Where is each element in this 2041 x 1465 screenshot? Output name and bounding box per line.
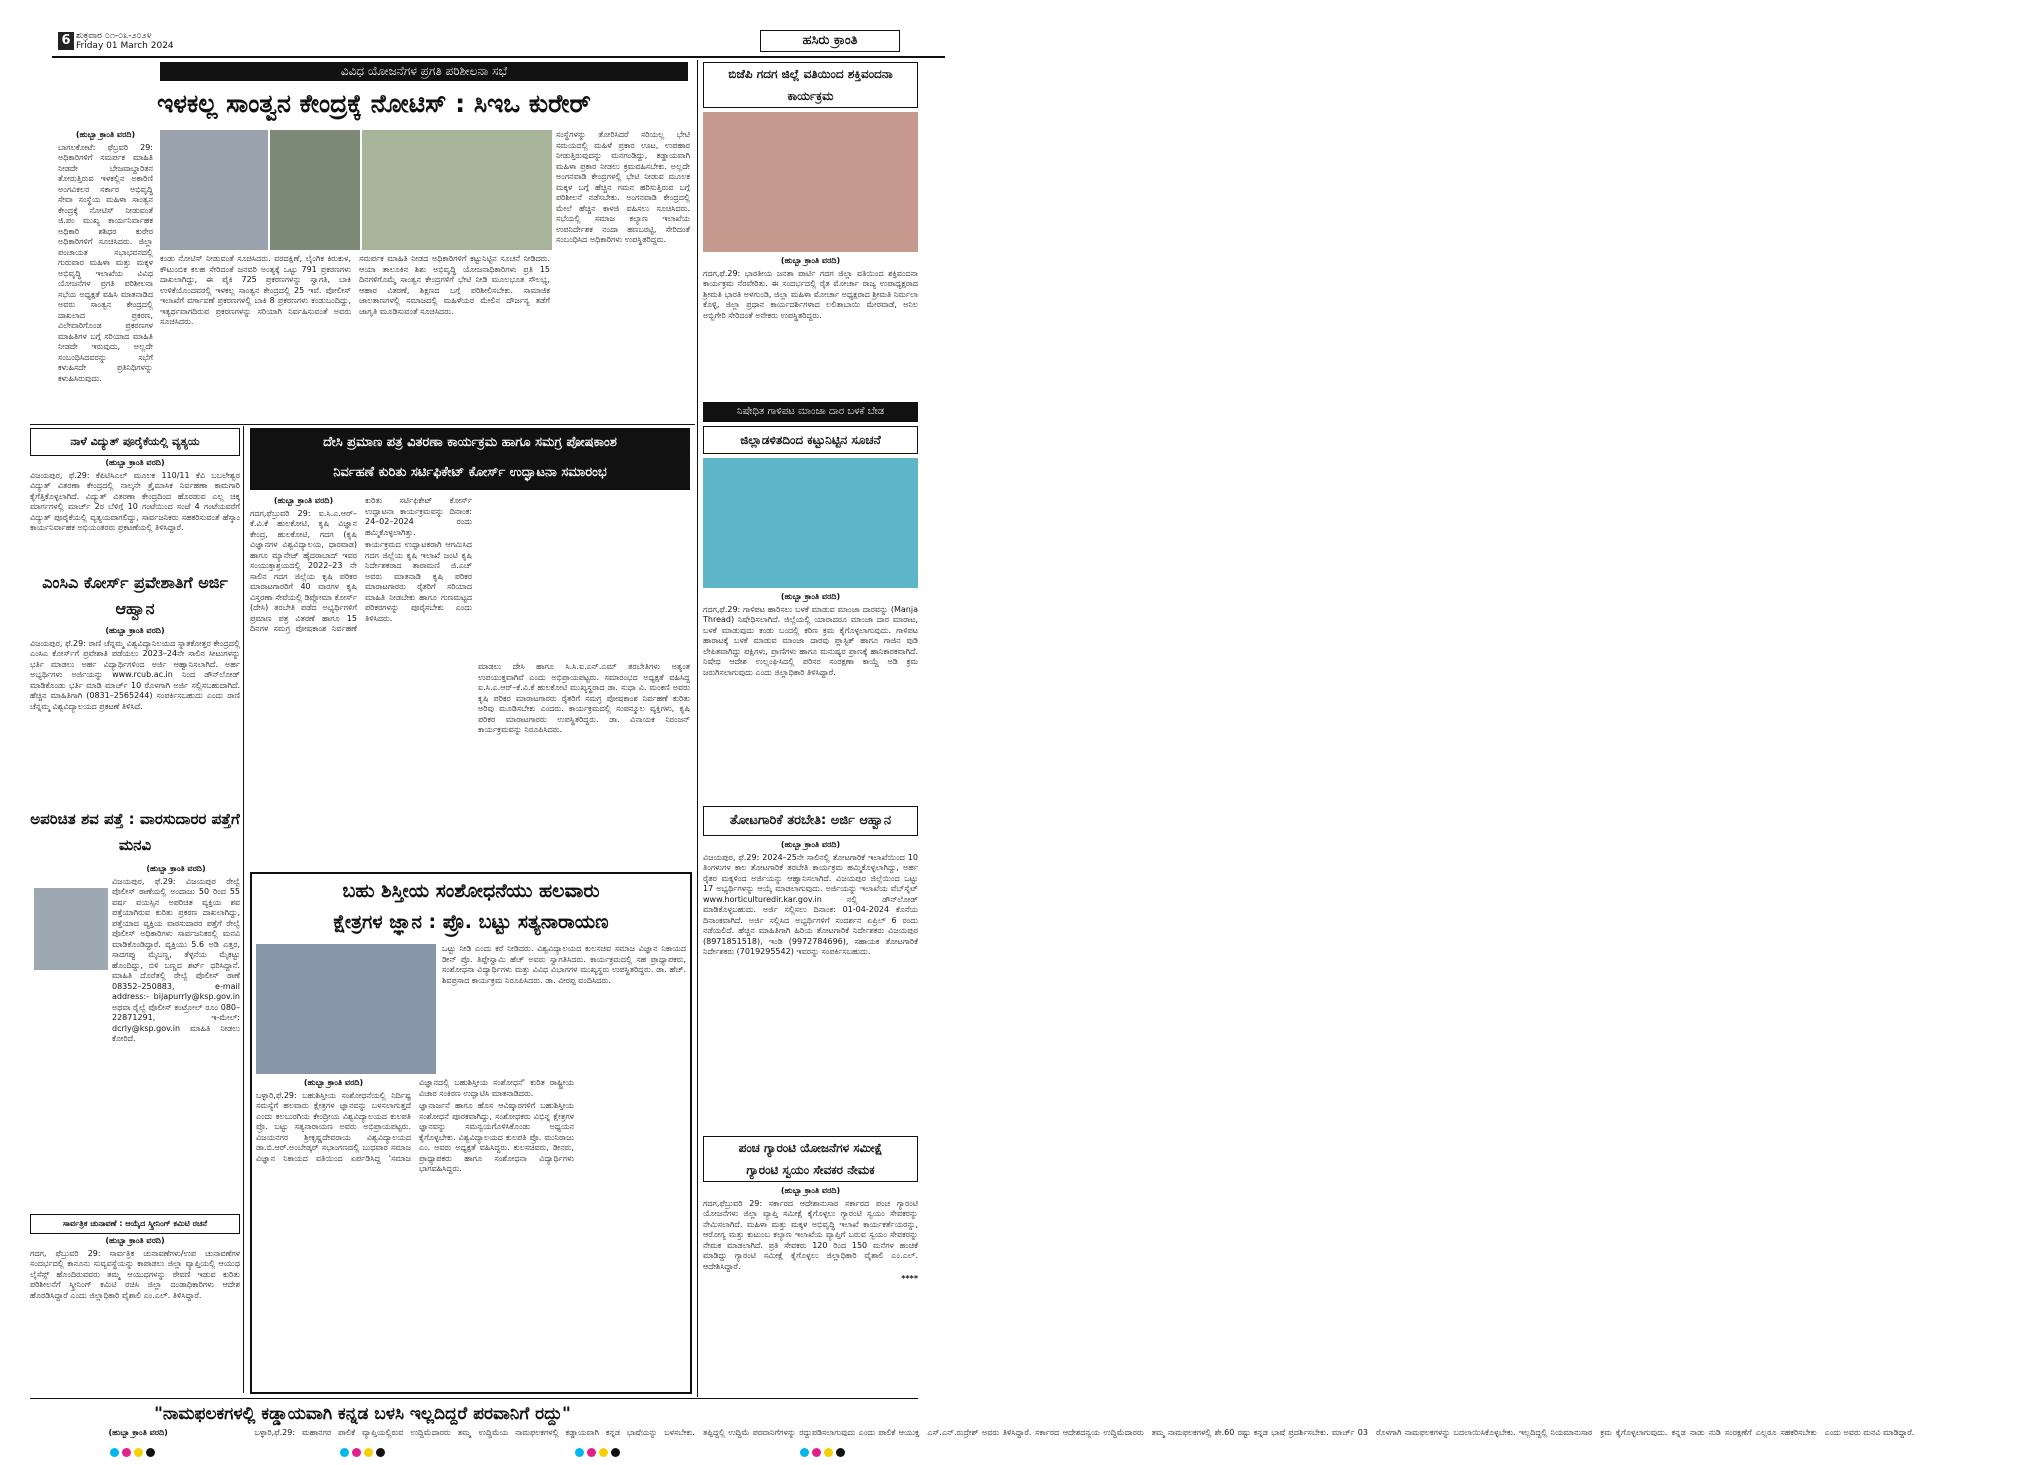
kannada-dateline: (ಹುಬ್ಬಾ ಕ್ರಾಂತಿ ವರದಿ) — [108, 1428, 168, 1437]
research-headline — [254, 876, 688, 938]
registration-marks-left — [110, 1448, 170, 1460]
registration-dot — [146, 1448, 155, 1457]
kannada-headline: "ನಾಮಫಲಕಗಳಲ್ಲಿ ಕಡ್ಡಾಯವಾಗಿ ಕನ್ನಡ ಬಳಸಿ ಇಲ್ಲದಿದ್ದರೆ ಪರವಾನಿಗೆ ರದ್ದು" — [154, 1404, 571, 1424]
lead-headline: ಇಳಕಲ್ಲ ಸಾಂತ್ವನ ಕೇಂದ್ರಕ್ಕೆ ನೋಟಿಸ್ : ಸಿಇಒ ಕುರೇರ್ — [157, 89, 591, 118]
power-text: ವಿಜಯಪುರ, ಫೆ.29: ಕೆಪಿಟಿಸಿಎಲ್ ಮೂಲಕ 110/11 ಕೆವಿ ಬಬಲೇಶ್ವರ ವಿದ್ಯುತ್ ವಿತರಣಾ ಕೇಂದ್ರದಲ್ಲಿ ನಾಲ್ಕನೇ ತ್ರೈಮಾಸಿಕ ನಿರ್ವಹಣಾ ಕಾಮಗಾರಿ ಕೈಗೆತ್ತಿಕೊಳ್ಳಲಾಗಿದೆ. ವಿದ್ಯುತ್ ವಿತರಣಾ ಕೇಂದ್ರದಿಂದ ಹೊರಡುವ ಎಲ್ಲ ಚಿಕ್ಕ ಮಾರ್ಗಗಳಲ್ಲಿ ಮಾರ್ಚ್ 2ರ ಬೆಳಿಗ್ಗೆ 10 ಗಂಟೆಯಿಂದ ಸಂಜೆ 4 ಗಂಟೆಯವರೆಗೆ ವಿದ್ಯುತ್ ಪೂರೈಕೆಯಲ್ಲಿ ವ್ಯತ್ಯಯವಾಗಲಿದ್ದು, ಸಾರ್ವಜನಿಕರು ಸಹಕರಿಸುವಂತೆ ಹೆಸ್ಕಾಂ ಕಾರ್ಯನಿರ್ವಾಹಕ ಅಭಿಯಂತರರು ಪ್ರಕಟಣೆಯಲ್ಲಿ ತಿಳಿಸಿದ್ದಾರೆ. — [30, 470, 240, 532]
power-article — [30, 458, 240, 566]
eval-dateline: (ಹುಬ್ಬಾ ಕ್ರಾಂತಿ ವರದಿ) — [105, 1236, 165, 1245]
research-text-b: ಜ್ಞಾನಾರ್ಜನೆ ಹಾಗೂ ಹೊಸ ಆವಿಷ್ಕಾರಗಳಿಗೆ ಬಹುಶಿಸ್ತೀಯ ಸಂಶೋಧನೆ ಪೂರಕವಾಗಿದ್ದು, ಸಂಶೋಧಕರು ವಿಭಿನ್ನ ಕ್ಷೇತ್ರಗಳ ಜ್ಞಾನವನ್ನು ಸಮನ್ವಯಗೊಳಿಸಿಕೊಂಡು ಅಧ್ಯಯನ ಕೈಗೊಳ್ಳಬೇಕು. ವಿಶ್ವವಿದ್ಯಾಲಯದ ಕುಲಪತಿ ಪ್ರೊ. ಮುನಿರಾಜು ಎಂ. ಅವರು ಅಧ್ಯಕ್ಷತೆ ವಹಿಸಿದ್ದರು. ಕುಲಸಚಿವರು, ಡೀನರು, ಪ್ರಾಧ್ಯಾಪಕರು ಹಾಗೂ ಸಂಶೋಧನಾ ವಿದ್ಯಾರ್ಥಿಗಳು ಭಾಗವಹಿಸಿದ್ದರು. — [419, 1101, 574, 1173]
bjp-article — [703, 256, 918, 396]
lead-photo-officials — [270, 130, 360, 250]
registration-dot — [134, 1448, 143, 1457]
mca-article — [30, 626, 240, 802]
registration-dot — [800, 1448, 809, 1457]
research-headline-line2: ಕ್ಷೇತ್ರಗಳ ಜ್ಞಾನ : ಪ್ರೊ. ಬಟ್ಟು ಸತ್ಯನಾರಾಯಣ — [333, 911, 609, 933]
guarantee-article — [703, 1186, 918, 1394]
column-rule-right — [697, 60, 698, 1397]
research-columns-ab — [256, 1078, 574, 1388]
certificate-text-c: ಮಾಡಲು ದೇಸಿ ಹಾಗೂ ಸಿ.ಸಿ.ಐ.ಎನ್.ಎಮ್ ತರಬೇತಿಗಳು ಅತ್ಯಂತ ಉಪಯುಕ್ತವಾಗಿವೆ ಎಂದು ಅಭಿಪ್ರಾಯಪಟ್ಟರು. ಸಮಾರಂಭದ ಅಧ್ಯಕ್ಷತೆ ವಹಿಸಿದ್ದ ಐ.ಸಿ.ಎ.ಆರ್–ಕೆ.ವಿ.ಕೆ ಹುಲಕೋಟಿ ಮುಖ್ಯಸ್ಥರಾದ ಡಾ. ಸುಧಾ ವಿ. ಮಂಕಣಿ ಅವರು ಕೃಷಿ ಪರಿಕರ ಮಾರಾಟಗಾರರು ರೈತರಿಗೆ ಸಮಗ್ರ ಪೋಷಕಾಂಶ ನಿರ್ವಹಣೆ ಕುರಿತು ಅರಿವು ಮೂಡಿಸಬೇಕು ಎಂದರು. ಕಾರ್ಯಕ್ರಮದಲ್ಲಿ ಸಂಪನ್ಮೂಲ ವ್ಯಕ್ತಿಗಳು, ಕೃಷಿ ಪರಿಕರ ಮಾರಾಟಗಾರರು ಉಪಸ್ಥಿತರಿದ್ದರು. ಡಾ. ವಿನಾಯಕ ನಿರಂಜನ್ ಕಾರ್ಯಕ್ರಮವನ್ನು ನಿರೂಪಿಸಿದರು. — [478, 662, 690, 734]
certificate-dateline: (ಹುಬ್ಬಾ ಕ್ರಾಂತಿ ವರದಿ) — [273, 496, 334, 505]
horti-article — [703, 840, 918, 1130]
mca-text: ವಿಜಯಪುರ, ಫೆ.29: ರಾಣಿ ಚೆನ್ನಮ್ಮ ವಿಶ್ವವಿದ್ಯಾನಿಲಯದ ಸ್ನಾತಕೋತ್ತರ ಕೇಂದ್ರದಲ್ಲಿ ಎಂಸಿಎ ಕೋರ್ಸ್‌ಗೆ ಪ್ರವೇಶಾತಿ ಪಡೆಯಲು 2023–24ನೇ ಸಾಲಿನ ಸೀಟುಗಳನ್ನು ಭರ್ತಿ ಮಾಡಲು ಅರ್ಹ ವಿದ್ಯಾರ್ಥಿಗಳಿಂದ ಅರ್ಜಿ ಆಹ್ವಾನಿಸಲಾಗಿದೆ. ಅರ್ಹ ಅಭ್ಯರ್ಥಿಗಳು ಅರ್ಜಿಯನ್ನು www.rcub.ac.in ನಿಂದ ಡೌನ್‌ಲೋಡ್ ಮಾಡಿಕೊಂಡು ಭರ್ತಿ ಮಾಡಿ ಮಾರ್ಚ್ 10 ರೊಳಗಾಗಿ ಅರ್ಜಿ ಸಲ್ಲಿಸಬಹುದಾಗಿದೆ. ಹೆಚ್ಚಿನ ಮಾಹಿತಿಗಾಗಿ (0831–2565244) ಸಂಪರ್ಕಿಸಬಹುದು ಎಂದು ರಾಣಿ ಚೆನ್ನಮ್ಮ ವಿಶ್ವವಿದ್ಯಾಲಯದ ಪ್ರಕಟಣೆ ತಿಳಿಸಿದೆ. — [30, 638, 240, 711]
manja-headline: ಜಿಲ್ಲಾಡಳಿತದಿಂದ ಕಟ್ಟುನಿಟ್ಟಿನ ಸೂಚನೆ — [703, 426, 918, 454]
lead-photo-vehicle — [362, 130, 552, 250]
manja-article — [703, 592, 918, 800]
lead-text-d: ಸಂಸ್ಥೆಗಳನ್ನು ತೋರಿಸಿದರೆ ಸರಿಯಲ್ಲ ಭೇಟಿ ಸಮಯದಲ್ಲಿ ಮಹಿಳೆ ಪ್ರಕಾರ ಊಟ, ಉಪಹಾರ ನೀಡುತ್ತಿರುವುದನ್ನು ಮನಗಂಡಿದ್ದು, ಕಡ್ಡಾಯವಾಗಿ ಮಹಿಳಾ ಪ್ರಕಾರ ನೀಡಲು ಕ್ರಮವಹಿಸಬೇಕು. ಅಲ್ಲದೇ ಅಂಗನವಾಡಿ ಕೇಂದ್ರಗಳಲ್ಲಿ ಭೇಟಿ ನೀಡುವ ಮೂಲಕ ಮಕ್ಕಳ ಬಗ್ಗೆ ಹೆಚ್ಚಿನ ಗಮನ ಹರಿಸುತ್ತಿರುವ ಬಗ್ಗೆ ಪರಿಶೀಲನೆ ನಡೆಸಬೇಕು. ಅಂಗನವಾಡಿ ಕೇಂದ್ರದಲ್ಲಿ ಮೇಲೆ ಹೆಚ್ಚಿನ ಕಾಳಜಿ ವಹಿಸಲು ಸೂಚಿಸಿದರು. ಸಭೆಯಲ್ಲಿ ಸಮಾಜ ಕಲ್ಯಾಣ ಇಲಾಖೆಯ ಉಪನಿರ್ದೇಶಕ ನಂದಾ ಹಣಬರಟ್ಟಿ, ಸೇರಿದಂತೆ ಸಂಬಂಧಿಸಿದ ಅಧಿಕಾರಿಗಳು ಉಪಸ್ಥಿತರಿದ್ದರು. — [556, 130, 690, 244]
guarantee-headline: ಗ್ಯಾರಂಟಿ ಸ್ವಯಂ ಸೇವಕರ ನೇಮಕ — [746, 1163, 875, 1177]
bjp-headline: ಬಿಜೆಪಿ ಗದಗ ಜಿಲ್ಲೆ ವತಿಯಿಂದ ಶಕ್ತಿವಂದನಾ ಕಾರ್ಯಕ್ರಮ — [703, 62, 918, 108]
registration-dot — [587, 1448, 596, 1457]
horti-dateline: (ಹುಬ್ಬಾ ಕ್ರಾಂತಿ ವರದಿ) — [780, 840, 841, 849]
horti-text: ವಿಜಯಪುರ, ಫೆ.29: 2024–25ನೇ ಸಾಲಿನಲ್ಲಿ ತೋಟಗಾರಿಕೆ ಇಲಾಖೆಯಿಂದ 10 ತಿಂಗಳುಗಳ ಕಾಲ ತೋಟಗಾರಿಕೆ ತರಬೇತಿ ಕಾರ್ಯಕ್ರಮ ಹಮ್ಮಿಕೊಳ್ಳಲಾಗಿದ್ದು, ಅರ್ಹ ರೈತರ ಮಕ್ಕಳಿಂದ ಅರ್ಜಿಯನ್ನು ಆಹ್ವಾನಿಸಲಾಗಿದೆ. ವಿಜಯಪುರ ಜಿಲ್ಲೆಯಿಂದ ಒಟ್ಟು 17 ಅಭ್ಯರ್ಥಿಗಳನ್ನು ಆಯ್ಕೆ ಮಾಡಲಾಗುವುದು. ಅರ್ಜಿಯನ್ನು ಇಲಾಖೆಯ ವೆಬ್‌ಸೈಟ್ www.horticulturedir.kar.gov.in ನಲ್ಲಿ ಡೌನ್‌ಲೋಡ್ ಮಾಡಿಕೊಳ್ಳಬಹುದು. ಅರ್ಜಿ ಸಲ್ಲಿಸಲು ದಿನಾಂಕ: 01-04-2024 ಕೊನೆಯ ದಿನಾಂಕವಾಗಿದೆ. ಅರ್ಜಿ ಸಲ್ಲಿಸಿದ ಅಭ್ಯರ್ಥಿಗಳಿಗೆ ಸಂದರ್ಶನ ಏಪ್ರಿಲ್ 6 ರಂದು ನಡೆಯಲಿದೆ. ಹೆಚ್ಚಿನ ಮಾಹಿತಿಗಾಗಿ ಹಿರಿಯ ತೋಟಗಾರಿಕೆ ನಿರ್ದೇಶಕರು ವಿಜಯಪುರ (8971851518), ಇಂಡಿ (9972784696), ಸಹಾಯಕ ತೋಟಗಾರಿಕೆ ನಿರ್ದೇಶಕರು (7019295542) ಇವರನ್ನು ಸಂಪರ್ಕಿಸಬಹುದು. — [703, 852, 918, 956]
eval-headline: ಸಾರ್ವತ್ರಿಕ ಚುನಾವಣೆ : ಆಯ್ಕೆದ ಸ್ಕ್ರೀನಿಂಗ್ ಕಮಿಟಿ ರಚನೆ — [30, 1214, 240, 1234]
lead-text-c: ಸಮರ್ಪಕ ಮಾಹಿತಿ ನೀಡದ ಅಧಿಕಾರಿಗಳಿಗೆ ಕಟ್ಟುನಿಟ್ಟಿನ ಸೂಚನೆ ನೀಡಿದರು. ಆಯಾ ತಾಲೂಕಿನ ಶಿಶು ಅಭಿವೃದ್ಧಿ ಯೋಜನಾಧಿಕಾರಿಗಳು ಪ್ರತಿ 15 ದಿನಗಳಿಗೊಮ್ಮೆ ಸಾಂತ್ವನ ಕೇಂದ್ರಗಳಿಗೆ ಭೇಟಿ ನೀಡಿ ಮೂಲಭೂತ ಸೌಲಭ್ಯ, ಆಹಾರ ವಿತರಣೆ, ಶಿಕ್ಷಣದ ಬಗ್ಗೆ ಪರಿಶೀಲಿಸಬೇಕು. ಸಾಮಾಜಿಕ ಜಾಲತಾಣಗಳಲ್ಲಿ ಸಮಾಜದಲ್ಲಿ ಮಹಿಳೆಯರ ಮೇಲಿನ ದೌರ್ಜನ್ಯ ತಡೆಗೆ ಜಾಗೃತಿ ಮೂಡಿಸುವಂತೆ ಸೂಚಿಸಿದರು. — [359, 254, 550, 316]
certificate-text-a: ಗದಗ,ಫೆಬ್ರುವರಿ 29: ಐ.ಸಿ.ಎ.ಆರ್–ಕೆ.ವಿ.ಕೆ ಹುಲಕೋಟಿ, ಕೃಷಿ ವಿಜ್ಞಾನ ಕೇಂದ್ರ, ಹುಲಕೋಟಿ, ಗದಗ (ಕೃಷಿ ವಿಜ್ಞಾನಗಳ ವಿಶ್ವವಿದ್ಯಾಲಯ, ಧಾರವಾಡ) ಹಾಗೂ ಮ್ಯಾನೇಜ್ ಹೈದರಾಬಾದ್ ಇವರ ಸಂಯುಕ್ತಾಶ್ರಯದಲ್ಲಿ 2022–23 ನೇ ಸಾಲಿನ ಗದಗ ಜಿಲ್ಲೆಯ ಕೃಷಿ ಪರಿಕರ ಮಾರಾಟಗಾರರಿಗೆ 40 ವಾರಗಳ ಕೃಷಿ ವಿಸ್ತರಣಾ ಸೇವೆಯಲ್ಲಿ ಡಿಪ್ಲೋಮಾ ಕೋರ್ಸ್ (ದೇಸಿ) ತರಬೇತಿ ಪಡೆದ ಅಭ್ಯರ್ಥಿಗಳಿಗೆ ಪ್ರಮಾಣ ಪತ್ರ ವಿತರಣೆ ಹಾಗೂ 15 ದಿನಗಳ ಸಮಗ್ರ ಪೋಷಕಾಂಶ ನಿರ್ವಹಣೆ ಕುರಿತು ಸರ್ಟಿಫಿಕೇಟ್ ಕೋರ್ಸ್ ಉದ್ಘಾಟನಾ ಕಾರ್ಯಕ್ರಮವನ್ನು ದಿನಾಂಕ: 24–02–2024 ರಂದು ಹಮ್ಮಿಕೊಳ್ಳಲಾಗಿತ್ತು. — [250, 496, 472, 633]
bjp-dateline: (ಹುಬ್ಬಾ ಕ್ರಾಂತಿ ವರದಿ) — [780, 256, 841, 265]
registration-dot — [599, 1448, 608, 1457]
issue-date — [76, 31, 196, 53]
paper-name: ಹಸಿರು ಕ್ರಾಂತಿ — [760, 30, 900, 52]
registration-dot — [340, 1448, 349, 1457]
registration-dot — [110, 1448, 119, 1457]
body-found-article — [112, 864, 240, 1050]
lead-dateline: (ಹುಬ್ಬಾ ಕ್ರಾಂತಿ ವರದಿ) — [75, 130, 136, 139]
guarantee-dateline: (ಹುಬ್ಬಾ ಕ್ರಾಂತಿ ವರದಿ) — [780, 1186, 841, 1195]
manja-photo-thread-spools — [703, 458, 918, 588]
certificate-text-b: ಕಾರ್ಯಕ್ರಮದ ಉದ್ಘಾಟಕರಾಗಿ ಆಗಮಿಸಿದ ಗದಗ ಜಿಲ್ಲೆಯ ಕೃಷಿ ಇಲಾಖೆ ಜಂಟಿ ಕೃಷಿ ನಿರ್ದೇಶಕರಾದ ತಾರಾಮಣಿ ಜಿ.ಎಚ್ ಅವರು ಮಾತನಾಡಿ ಕೃಷಿ ಪರಿಕರ ಮಾರಾಟಗಾರರು ರೈತರಿಗೆ ಸರಿಯಾದ ಮಾಹಿತಿ ನೀಡಬೇಕು ಹಾಗೂ ಗುಣಮಟ್ಟದ ಪರಿಕರಗಳನ್ನು ಪೂರೈಸಬೇಕು ಎಂದು ತಿಳಿಸಿದರು. — [365, 540, 472, 623]
research-column-c-top — [442, 944, 686, 1074]
certificate-headline-box — [250, 428, 690, 490]
certificate-headline-line1: ದೇಸಿ ಪ್ರಮಾಣ ಪತ್ರ ವಿತರಣಾ ಕಾರ್ಯಕ್ರಮ ಹಾಗೂ ಸಮಗ್ರ ಪೋಷಕಾಂಶ — [323, 435, 617, 450]
page-number: 6 — [58, 32, 74, 50]
bjp-text: ಗದಗ,ಫೆ.29: ಭಾರತೀಯ ಜನತಾ ಪಾರ್ಟಿ ಗದಗ ಜಿಲ್ಲಾ ವತಿಯಿಂದ ಶಕ್ತಿವಂದನಾ ಕಾರ್ಯಕ್ರಮ ನೆರವೇರಿತು. ಈ ಸಂದರ್ಭದಲ್ಲಿ ರೈತ ಮೋರ್ಚಾ ರಾಜ್ಯ ಉಪಾಧ್ಯಕ್ಷರಾದ ಶ್ರೀಮತಿ ಭಾರತಿ ಅಳಗುಂಡಿ, ಜಿಲ್ಲಾ ಮಹಿಳಾ ಮೋರ್ಚಾ ಅಧ್ಯಕ್ಷರಾದ ಶ್ರೀಮತಿ ನಿರ್ಮಲಾ ಕೊಳ್ಳಿ, ಜಿಲ್ಲಾ ಪ್ರಧಾನ ಕಾರ್ಯದರ್ಶಿಗಳಾದ ಲಲಿತಾಬಾಯಿ ಮೇರವಾಡೆ, ಅನಿಲ ಅಬ್ಬಿಗೇರಿ ಸೇರಿದಂತೆ ಅನೇಕರು ಉಪಸ್ಥಿತರಿದ್ದರು. — [703, 268, 918, 320]
column-rule-left — [243, 426, 244, 1393]
registration-marks-right — [575, 1448, 635, 1460]
power-headline: ನಾಳೆ ವಿದ್ಯುತ್ ಪೂರೈಕೆಯಲ್ಲಿ ವ್ಯತ್ಯಯ — [30, 428, 240, 456]
research-text-c: ಒಟ್ಟು ನೀಡಿ ಎಂದು ಕರೆ ನೀಡಿದರು. ವಿಶ್ವವಿದ್ಯಾಲಯದ ಕುಲಸಚಿವ ಸಮಾಜ ವಿಜ್ಞಾನ ನಿಕಾಯದ ಡೀನ್ ಪ್ರೊ. ತಿಪ್ಪೇಸ್ವಾಮಿ ಹೆಚ್ ಅವರು ಸ್ವಾಗತಿಸಿದರು. ಕಾರ್ಯಕ್ರಮದಲ್ಲಿ ಸಹ ಪ್ರಾಧ್ಯಾಪಕರು, ಸಂಶೋಧನಾ ವಿದ್ಯಾರ್ಥಿಗಳು ಮತ್ತು ವಿವಿಧ ವಿಭಾಗಗಳ ಮುಖ್ಯಸ್ಥರು ಉಪಸ್ಥಿತರಿದ್ದರು. ಡಾ. ಹೆಚ್. ಶಿವಪ್ರಸಾದ ಕಾರ್ಯಕ್ರಮ ನಿರೂಪಿಸಿದರು. ಡಾ. ವೀರಪ್ಪ ವಂದಿಸಿದರು. — [442, 944, 686, 985]
registration-dot — [812, 1448, 821, 1457]
horti-headline: ತೋಟಗಾರಿಕೆ ತರಬೇತಿ: ಅರ್ಜಿ ಆಹ್ವಾನ — [703, 806, 918, 836]
body-found-photo — [34, 888, 108, 970]
mca-headline: ಎಂಸಿಎ ಕೋರ್ಸ್ ಪ್ರವೇಶಾತಿಗೆ ಅರ್ಜಿ ಆಹ್ವಾನ — [42, 573, 228, 618]
manja-text: ಗದಗ,ಫೆ.29: ಗಾಳಿಪಟ ಹಾರಿಸಲು ಬಳಕೆ ಮಾಡುವ ಮಾಂಜಾ ದಾರವನ್ನು (Manja Thread) ನಿಷೇಧಿಸಲಾಗಿದೆ. ಜಿಲ್ಲೆಯಲ್ಲಿ ಯಾರಾದರೂ ಮಾಂಜಾ ದಾರ ಮಾರಾಟ, ಬಳಕೆ ಮಾಡುವುದು ಕಂಡು ಬಂದಲ್ಲಿ ಕಠಿಣ ಕ್ರಮ ಕೈಗೊಳ್ಳಲಾಗುವುದು. ಗಾಳಿಪಟ ಹಾರಾಟಕ್ಕೆ ಬಳಕೆ ಮಾಡುವ ಮಾಂಜಾ ದಾರವು ಪ್ಲಾಸ್ಟಿಕ್ ಹಾಗೂ ಗಾಜಿನ ಪುಡಿ ಲೇಪಿತವಾಗಿದ್ದು ಪಕ್ಷಿಗಳು, ಪ್ರಾಣಿಗಳು ಹಾಗೂ ಮನುಷ್ಯರ ಪ್ರಾಣಕ್ಕೆ ಹಾನಿಕಾರಕವಾಗಿದೆ. ನಿಷೇಧ ಆದೇಶ ಉಲ್ಲಂಘಿಸಿದಲ್ಲಿ ಪರಿಸರ ಸಂರಕ್ಷಣಾ ಕಾಯ್ದೆ ಅಡಿ ಕ್ರಮ ಜರುಗಿಸಲಾಗುವುದು ಎಂದು ಜಿಲ್ಲಾಧಿಕಾರಿ ತಿಳಿಸಿದ್ದಾರೆ. — [703, 604, 918, 677]
registration-dot — [836, 1448, 845, 1457]
registration-dot — [575, 1448, 584, 1457]
power-dateline: (ಹುಬ್ಬಾ ಕ್ರಾಂತಿ ವರದಿ) — [105, 458, 165, 467]
guarantee-end-mark: **** — [901, 1274, 918, 1283]
body-found-headline: ಅಪರಿಚಿತ ಶವ ಪತ್ತೆ : ವಾರಸುದಾರರ ಪತ್ತೆಗೆ ಮನವಿ — [30, 810, 240, 854]
section-rule-bottom — [30, 1398, 918, 1399]
research-photo-lamp — [256, 944, 436, 1074]
lead-photo-ceo — [160, 130, 268, 250]
guarantee-kicker: ಪಂಚ ಗ್ಯಾರಂಟಿ ಯೋಜನೆಗಳ ಸಮೀಕ್ಷೆ — [738, 1141, 883, 1155]
lead-column-a — [58, 130, 153, 420]
guarantee-text: ಗದಗ,ಫೆಬ್ರುವರಿ 29: ಸರ್ಕಾರದ ಆದೇಶಾನುಸಾರ ಸರ್ಕಾರದ ಪಂಚ ಗ್ಯಾರಂಟಿ ಯೋಜನೆಗಳು ಜಿಲ್ಲಾ ವ್ಯಾಪ್ತಿ ಸಮೀಕ್ಷೆ ಕೈಗೊಳ್ಳಲು ಗ್ಯಾರಂಟಿ ಸ್ವಯಂ ಸೇವಕರನ್ನು ನೇಮಿಸಲಾಗಿದೆ. ಮಹಿಳಾ ಮತ್ತು ಮಕ್ಕಳ ಅಭಿವೃದ್ಧಿ ಇಲಾಖೆ ಕಾರ್ಯಕರ್ತೆಯರನ್ನು, ಆರೋಗ್ಯ ಮತ್ತು ಕುಟುಂಬ ಕಲ್ಯಾಣ ಇಲಾಖೆಯ ವ್ಯಾಪ್ತಿಗೆ ಬರುವ ಸ್ವಯಂ ಸೇವಕರನ್ನು ನೇಮಕ ಮಾಡಲಾಗಿದೆ. ಪ್ರತಿ ಸೇವಕರು 120 ರಿಂದ 150 ಮನೆಗಳ ಹಂಚಿಕೆ ಮಾಡಿದ್ದು ಗ್ಯಾರಂಟಿ ಸಮೀಕ್ಷೆ ಕೈಗೊಳ್ಳಲು ಜಿಲ್ಲಾಧಿಕಾರಿ ವೈಶಾಲಿ ಎಂ.ಎಲ್. ಆದೇಶಿಸಿದ್ದಾರೆ. — [703, 1198, 918, 1271]
lead-kicker: ವಿವಿಧ ಯೋಜನೆಗಳ ಪ್ರಗತಿ ಪರಿಶೀಲನಾ ಸಭೆ — [160, 62, 688, 81]
research-headline-line1: ಬಹು ಶಿಸ್ತೀಯ ಸಂಶೋಧನೆಯು ಹಲವಾರು — [342, 880, 600, 902]
bjp-photo-women — [703, 112, 918, 252]
issue-date-kannada: ಶುಕ್ರವಾರ ೦೧-೦೩-೨೦೨೪ — [76, 31, 152, 41]
manja-dateline: (ಹುಬ್ಬಾ ಕ್ರಾಂತಿ ವರದಿ) — [780, 592, 841, 601]
body-found-text: ವಿಜಯಪುರ, ಫೆ.29: ವಿಜಯಪುರ ರೇಲ್ವೆ ಪೊಲೀಸ್ ಠಾಣೆಯಲ್ಲಿ ಅಂದಾಜು 50 ರಿಂದ 55 ವರ್ಷ ವಯಸ್ಸಿನ ಅಪರಿಚಿತ ವ್ಯಕ್ತಿಯ ಶವ ಪತ್ತೆಯಾಗಿರುವ ಕುರಿತು ಪ್ರಕರಣ ದಾಖಲಾಗಿದ್ದು, ಪತ್ತೆಯಾದ ವ್ಯಕ್ತಿಯ ವಾರಸುದಾರರ ಪತ್ತೆಗೆ ರೇಲ್ವೆ ಪೊಲೀಸ್ ಅಧಿಕಾರಿಗಳು ಸಾರ್ವಜನಿಕರಲ್ಲಿ ಮನವಿ ಮಾಡಿಕೊಂಡಿದ್ದಾರೆ. ವ್ಯಕ್ತಿಯು 5.6 ಅಡಿ ಎತ್ತರ, ಸಾದಗಪ್ಪು ಮೈಬಣ್ಣ, ತೆಳ್ಳನೆಯ ಮೈಕಟ್ಟು ಹೊಂದಿದ್ದು, ಬಿಳಿ ಬಣ್ಣದ ಶರ್ಟ್ ಧರಿಸಿದ್ದಾನೆ. ಮಾಹಿತಿ ದೊರೆತಲ್ಲಿ ರೇಲ್ವೆ ಪೊಲೀಸ್ ಠಾಣೆ 08352–250883, e-mail address:- bijapurrly@ksp.gov.in ಅಥವಾ ರೈಲ್ವೆ ಪೊಲೀಸ್ ಕಂಟ್ರೋಲ್ ರೂಂ 080–22871291, ಇ-ಮೇಲ್: dcrly@ksp.gov.in ಮಾಹಿತಿ ನೀಡಲು ಕೋರಿದೆ. — [112, 876, 240, 1043]
issue-date-english: Friday 01 March 2024 — [76, 41, 174, 51]
certificate-column-c — [478, 662, 690, 864]
registration-marks-center — [340, 1448, 400, 1460]
registration-dot — [824, 1448, 833, 1457]
registration-dot — [122, 1448, 131, 1457]
eval-article — [30, 1236, 240, 1394]
registration-dot — [611, 1448, 620, 1457]
lead-columns-bc — [160, 254, 550, 420]
registration-dot — [352, 1448, 361, 1457]
manja-kicker: ನಿಷೇಧಿತ ಗಾಳಿಪಟ ಮಾಂಜಾ ದಾರ ಬಳಕೆ ಬೇಡ — [703, 402, 918, 422]
lead-text-b: ಕಂಡು ನೋಟಿಸ್ ನೀಡುವಂತೆ ಸೂಚಿಸಿದರು. ವರದಕ್ಷಿಣೆ, ಲೈಂಗಿಕ ಕಿರುಕುಳ, ಕೌಟುಂಬಿಕ ಕಲಹ ಸೇರಿದಂತೆ ಜನವರಿ ಅಂತ್ಯಕ್ಕೆ ಒಟ್ಟು 791 ಪ್ರಕರಣಗಳು ದಾಖಲಾಗಿದ್ದು, ಈ ಪೈಕಿ 725 ಪ್ರಕರಣಗಳನ್ನು ಸ್ವಾಗತಿ, ಬಾಕಿ ಉಳಿಕೆಯೊಂದವರಲ್ಲಿ ಇಳಕಲ್ಲ ಸಾಂತ್ವನ ಕೇಂದ್ರದಲ್ಲಿ 25 ಇವೆ. ಪೋಲೀಸ್ ಇಲಾಖೆಗೆ ವರ್ಗಾವಣೆ ಪ್ರಕರಣಗಳಲ್ಲಿ ಬಾಕಿ 8 ಪ್ರಕರಣಗಳು ಕಂಡುಬಂದಿದ್ದು, ಇತ್ಯರ್ಥವಾಗದಿರುವ ಪ್ರಕರಣಗಳನ್ನು ಸರಿಯಾಗಿ ನಿರ್ವಹಿಸುವಂತೆ ಅವರು ಸೂಚಿಸಿದರು. — [160, 254, 351, 326]
kannada-text: ಬಳ್ಳಾರಿ,ಫೆ.29: ಮಹಾನಗರ ಪಾಲಿಕೆ ವ್ಯಾಪ್ತಿಯಲ್ಲಿರುವ ಉದ್ದಿಮೆದಾರರು ತಮ್ಮ ಉದ್ದಿಮೆಯ ನಾಮಫಲಕಗಳಲ್ಲಿ ಕಡ್ಡಾಯವಾಗಿ ಕನ್ನಡ ಭಾಷೆಯನ್ನು ಬಳಸಬೇಕು. ತಪ್ಪಿದ್ದಲ್ಲಿ ಉದ್ದಿಮೆ ಪರವಾನಿಗೆಗಳನ್ನು ರದ್ದುಪಡಿಸಲಾಗುವುದು ಎಂದು ಪಾಲಿಕೆ ಆಯುಕ್ತ ಎಸ್.ಎನ್.ರುದ್ರೇಶ್ ಅವರು ತಿಳಿಸಿದ್ದಾರೆ. ಸರ್ಕಾರದ ಆದೇಶದನ್ವಯ ಉದ್ದಿಮೆದಾರರು ತಮ್ಮ ನಾಮಫಲಕಗಳಲ್ಲಿ ಶೇ.60 ರಷ್ಟು ಕನ್ನಡ ಭಾಷೆ ಪ್ರದರ್ಶಿಸಬೇಕು. ಮಾರ್ಚ್ 03 ರೊಳಗಾಗಿ ನಾಮಫಲಕಗಳನ್ನು ಬದಲಾಯಿಸಿಕೊಳ್ಳಬೇಕು. ಇಲ್ಲದಿದ್ದಲ್ಲಿ ನಿಯಮಾನುಸಾರ ಕ್ರಮ ಕೈಗೊಳ್ಳಲಾಗುವುದು. ಕನ್ನಡ ನಾಡು ನುಡಿ ಸಂರಕ್ಷಣೆಗೆ ಎಲ್ಲರೂ ಸಹಕರಿಸಬೇಕು ಎಂದು ಅವರು ಮನವಿ ಮಾಡಿದ್ದಾರೆ. — [254, 1428, 1915, 1437]
registration-dot — [364, 1448, 373, 1457]
body-found-dateline: (ಹುಬ್ಬಾ ಕ್ರಾಂತಿ ವರದಿ) — [146, 864, 206, 873]
kannada-article — [30, 1428, 1915, 1446]
guarantee-headline-box — [703, 1136, 918, 1182]
research-text-a: ಬಳ್ಳಾರಿ,ಫೆ.29: ಬಹುಶಿಸ್ತೀಯ ಸಂಶೋಧನೆಯಲ್ಲಿ ನಿರ್ದಿಷ್ಟ ಸಮಸ್ಯೆಗೆ ಹಲವಾರು ಕ್ಷೇತ್ರಗಳ ಜ್ಞಾನವನ್ನು ಬಳಸಲಾಗುತ್ತದೆ ಎಂದು ಕಲಬುರಗಿಯ ಕೇಂದ್ರೀಯ ವಿಶ್ವವಿದ್ಯಾಲಯದ ಕುಲಪತಿ ಪ್ರೊ. ಬಟ್ಟು ಸತ್ಯನಾರಾಯಣ ಅವರು ಅಭಿಪ್ರಾಯಪಟ್ಟರು. ವಿಜಯನಗರ ಶ್ರೀಕೃಷ್ಣದೇವರಾಯ ವಿಶ್ವವಿದ್ಯಾಲಯದ ಡಾ.ಬಿ.ಆರ್.ಅಂಬೇಡ್ಕರ್ ಸಭಾಂಗಣದಲ್ಲಿ ಬುಧವಾರ ಸಮಾಜ ವಿಜ್ಞಾನ ನಿಕಾಯದ ವತಿಯಿಂದ ಏರ್ಪಡಿಸಿದ್ದ 'ಸಮಾಜ ವಿಜ್ಞಾನದಲ್ಲಿ ಬಹುಶಿಸ್ತೀಯ ಸಂಶೋಧನೆ' ಕುರಿತ ರಾಷ್ಟ್ರೀಯ ವಿಚಾರ ಸಂಕಿರಣ ಉದ್ಘಾಟಿಸಿ ಮಾತನಾಡಿದರು. — [256, 1078, 574, 1163]
certificate-headline-line2: ನಿರ್ವಹಣೆ ಕುರಿತು ಸರ್ಟಿಫಿಕೇಟ್ ಕೋರ್ಸ್ ಉದ್ಘಾಟನಾ ಸಮಾರಂಭ — [333, 465, 607, 480]
registration-marks-far-right — [800, 1448, 860, 1460]
lead-column-d — [556, 130, 690, 420]
section-rule-middle — [30, 424, 695, 425]
eval-text: ಗದಗ, ಫೆಬ್ರುವರಿ 29: ಸಾರ್ವತ್ರಿಕ ಚುನಾವಣೆಗಳು/ಉಪ ಚುನಾವಣೆಗಳ ಸಂದರ್ಭದಲ್ಲಿ ಕಾನೂನು ಸುವ್ಯವಸ್ಥೆಯನ್ನು ಕಾಪಾಡಲು ಜಿಲ್ಲಾ ವ್ಯಾಪ್ತಿಯಲ್ಲಿ ಆಯುಧ ಲೈಸೆನ್ಸ್ ಹೊಂದಿರುವವರು ತಮ್ಮ ಆಯುಧಗಳನ್ನು ಠೇವಣಿ ಇಡುವ ಕುರಿತು ಪರಿಶೀಲನೆಗೆ ಸ್ಕ್ರೀನಿಂಗ್ ಕಮಿಟಿ ರಚಿಸಿ ಜಿಲ್ಲಾ ದಂಡಾಧಿಕಾರಿಗಳು ಆದೇಶ ಹೊರಡಿಸಿದ್ದಾರೆ ಎಂದು ಜಿಲ್ಲಾಧಿಕಾರಿ ವೈಶಾಲಿ ಎಂ.ಎಲ್. ತಿಳಿಸಿದ್ದಾರೆ. — [30, 1248, 240, 1300]
research-dateline: (ಹುಬ್ಬಾ ಕ್ರಾಂತಿ ವರದಿ) — [303, 1078, 364, 1087]
certificate-columns-ab — [250, 496, 472, 864]
registration-dot — [376, 1448, 385, 1457]
lead-text-a: ಬಾಗಲಕೋಟೆ: ಫೆಬ್ರವರಿ 29: ಅಧಿಕಾರಿಗಳಿಗೆ ಸಮರ್ಪಕ ಮಾಹಿತಿ ನೀಡದೇ ಬೇಜವಾಬ್ದಾರಿತನ ತೋರುತ್ತಿರುವ ಇಳಕಲ್ಲಿನ ಅಕಾರಿಣಿ ಅಂಗವಿಕಲರ ಸರ್ಕಾರ ಅಭಿವೃದ್ಧಿ ಸೇವಾ ಸಂಸ್ಥೆಯ ಮಹಿಳಾ ಸಾಂತ್ವನ ಕೇಂದ್ರಕ್ಕೆ ನೋಟಿಸ್ ನೀಡುವಂತೆ ಜಿ.ಪಂ ಮುಖ್ಯ ಕಾರ್ಯನಿರ್ವಾಹಕ ಅಧಿಕಾರಿ ಶಶಿಧರ ಕುರೇರ ಅಧಿಕಾರಿಗಳಿಗೆ ಸೂಚಿಸಿದರು. ಜಿಲ್ಲಾ ಪಂಚಾಯತ ಸಭಾಭವನದಲ್ಲಿ ಗುರುವಾರ ಮಹಿಳಾ ಮತ್ತು ಮಕ್ಕಳ ಅಭಿವೃದ್ಧಿ ಇಲಾಖೆಯ ವಿವಿಧ ಯೋಜನೆಗಳ ಪ್ರಗತಿ ಪರಿಶೀಲನಾ ಸಭೆಯ ಅಧ್ಯಕ್ಷತೆ ವಹಿಸಿ ಮಾತನಾಡಿದ ಅವರು ಸಾಂತ್ವನ ಕೇಂದ್ರದಲ್ಲಿ ದಾಖಲಾದ ಪ್ರಕರಣ, ವಿಲೇವಾರಿಗೊಂಡ ಪ್ರಕರಣಗಳ ಮಾಹಿತಿಗಳ ಬಗ್ಗೆ ಸರಿಯಾದ ಮಾಹಿತಿ ನೀಡದೇ ಇರುವುದು, ಅಲ್ಲದೇ ಸಂಬಂಧಿಸಿದವರನ್ನು ಸಭೆಗೆ ಕಳುಹಿಸದೇ ಪ್ರತಿನಿಧಿಗಳನ್ನು ಕಳುಹಿಸಿರುವುದು. — [58, 142, 153, 383]
mca-dateline: (ಹುಬ್ಬಾ ಕ್ರಾಂತಿ ವರದಿ) — [105, 626, 165, 635]
